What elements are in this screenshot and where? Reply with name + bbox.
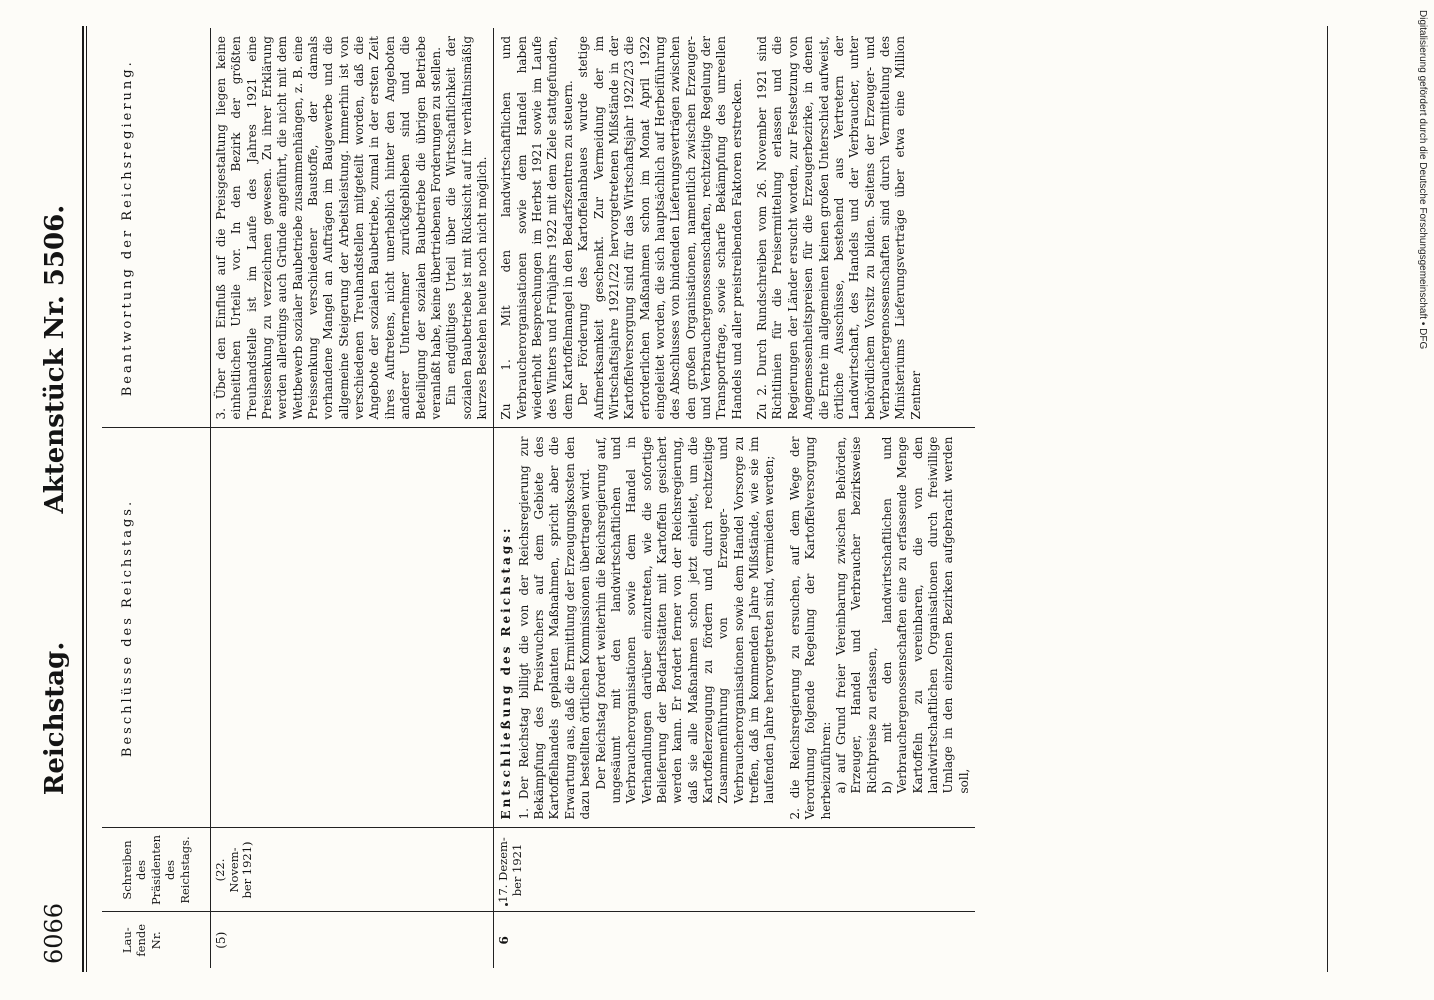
- answer-paragraph: Ein endgültiges Urteil über die Wirtschaftlichkeit der sozialen Baubetriebe ist mit Rücksicht auf ihr verhältnismäßig kurzes Bestehen heute noch nicht möglich.: [444, 36, 489, 420]
- row-resolution-empty: [210, 428, 493, 828]
- subitem-text: auf Grund freier Vereinbarung zwischen Behörden, Erzeuger, Handel und Verbraucher bezirksweise Richtpreise zu erlassen,: [833, 436, 879, 794]
- bottom-rule: [1327, 26, 1328, 972]
- header-rule-thin: [86, 26, 87, 972]
- row-answer: [494, 28, 975, 428]
- answer-block-2: [755, 36, 924, 420]
- document-table: [102, 28, 975, 968]
- item-paragraph: die Reichsregierung zu ersuchen, auf dem Wege der Verordnung folgende Regelung der Kartoffelversorgung herbeizuführen:: [787, 436, 833, 820]
- header-laufende-nr: Lau- fende Nr.: [102, 912, 210, 968]
- subitem-label: b): [879, 781, 894, 794]
- answer-block-1: [499, 36, 576, 420]
- answer-paragraph: Mit den landwirtschaftlichen und Verbraucherorganisationen sowie dem Handel haben wiederholt Besprechungen im Herbst 1921 sowie im Laufe des Winters und Frühjahrs 1922 mit dem Ziele stattgefunden, dem Kartoffelmangel in den Bedarfszentren zu steuern.: [499, 36, 575, 420]
- row-date: (22. Novem- ber 1921): [210, 828, 493, 912]
- stray-dot: [505, 903, 508, 906]
- row-answer: [210, 28, 493, 428]
- answer-paragraph: Durch Rundschreiben vom 26. November 1921 sind Richtlinien für die Preisermittelung erlassen und die Regierungen der Länder ersucht worden, zur Festsetzung von Angemessenheitspreisen für die Erzeugerbezirke, in denen die Ernte im allgemeinen keinen großen Unterschied aufweist, örtliche Ausschüsse, bestehend aus Vertretern der Landwirtschaft, des Handels und der Verbraucher, unter behördlichem Vorsitz zu bilden. Seitens der Erzeuger- und Verbrauchergenossenschaften sind durch Vermittelung des Ministeriums Lieferungsverträge über etwa eine Million Zentner: [755, 36, 923, 420]
- block-label: Zu 1.: [499, 359, 514, 420]
- subitem-b: [880, 437, 972, 820]
- item-label: 2.: [787, 808, 802, 820]
- dfg-note-text: Digitalisierung gefördert durch die Deutsche Forschungsgemeinschaft • DFG: [1417, 10, 1428, 350]
- item-paragraph: Der Reichstag fordert weiterhin die Reichsregierung auf, ungesäumt mit den landwirtschaftlichen und Verbraucherorganisationen sowie dem Handel in Verhandlungen darüber einzutreten, wie die sofortige Belieferung der Bedarfsstätten mit Kartoffeln gesichert werden kann. Er fordert ferner von der Reichsregierung, daß sie alle Maßnahmen schon jetzt einleitet, um die Kartoffelerzeugung zu fördern und durch rechtzeitige Zusammenführung von Erzeuger- und Verbraucherorganisationen sowie dem Handel Vorsorge zu treffen, daß im kommenden Jahre Mißstände, wie sie im laufenden Jahre hervorgetreten sind, vermieden werden;: [593, 436, 777, 804]
- item-label: 1.: [516, 808, 531, 820]
- row-date: 17. Dezem- ber 1921: [494, 828, 975, 912]
- page-title: [40, 0, 70, 1000]
- block-label: Zu 2.: [755, 384, 770, 420]
- dfg-margin-note: [1412, 10, 1432, 990]
- resolution-item-2: [788, 437, 834, 820]
- header-rule-thick: [82, 26, 84, 972]
- answer-paragraph: 3. Über den Einfluß auf die Preisgestaltung liegen keine einheitlichen Urteile vor. In den Bezirk der größten Treuhandstelle ist im Laufe des Jahres 1921 eine Preissenkung zu verzeichnen gewesen. Zu ihrer Erklärung werden allerdings auch Gründe angeführt, die nicht mit dem Wettbewerb sozialer Baubetriebe zusammenhängen, z. B. eine Preissenkung verschiedener Baustoffe, der damals vorhandene Mangel an Aufträgen im Baugewerbe und die allgemeine Steigerung der Arbeitsleistung. Immerhin ist von verschiedenen Treuhandstellen mitgeteilt worden, daß die Angebote der sozialen Baubetriebe, zumal in der ersten Zeit ihres Auftretens, nicht unerheblich hinter den Angeboten anderer Unternehmer zurückgeblieben sind und die Beteiligung der sozialen Baubetriebe die übrigen Betriebe veranlaßt habe, keine übertriebenen Forderungen zu stellen.: [213, 36, 443, 420]
- header-beschluesse: Beschlüsse des Reichstags.: [102, 428, 210, 828]
- subitem-label: a): [833, 781, 848, 794]
- resolution-item-1: [517, 437, 594, 820]
- title-reichstag: Reichstag.: [40, 641, 70, 796]
- subitem-a: [834, 437, 880, 820]
- subitem-text: mit den landwirtschaftlichen und Verbrauchergenossenschaften eine zu erfassende Menge Kartoffeln zu vereinbaren, die von den landwirtschaftlichen Organisationen durch freiwillige Umlage in den einzelnen Bezirken aufgebracht werden soll,: [879, 436, 971, 794]
- title-aktenstueck: Aktenstück Nr. 5506.: [40, 204, 70, 514]
- table-row-6: [494, 28, 975, 968]
- resolution-heading: Entschließung des Reichstags:: [499, 525, 514, 820]
- item-paragraph: Der Reichstag billigt die von der Reichsregierung zur Bekämpfung des Preiswuchers auf dem Gebiete des Kartoffelhandels geplanten Maßnahmen, spricht aber die Erwartung aus, daß die Ermittlung der Erzeugungskosten den dazu bestellten örtlichen Kommissionen übertragen wird.: [516, 436, 593, 820]
- header-schreiben: Schreiben des Präsidenten des Reichstags.: [102, 828, 210, 912]
- row-resolution: [494, 428, 975, 828]
- table-header-row: [102, 28, 210, 968]
- page-number: 6066: [40, 902, 68, 964]
- row-number: 6: [494, 912, 975, 968]
- answer-paragraph: Der Förderung des Kartoffelanbaues wurde stetige Aufmerksamkeit geschenkt. Zur Vermeidung der im Wirtschaftsjahre 1921/22 hervorgetretenen Mißstände in der Kartoffelversorgung sind für das Wirtschaftsjahr 1922/23 die erforderlichen Maßnahmen schon im Monat April 1922 eingeleitet worden, die sich hauptsächlich auf Herbeiführung des Abschlusses von bindenden Lieferungsverträgen zwischen den großen Organisationen, namentlich zwischen Erzeuger- und Verbrauchergenossenschaften, rechtzeitige Regelung der Transportfrage, sowie scharfe Bekämpfung des unreellen Handels und aller preistreibenden Faktoren erstrecken.: [576, 36, 744, 420]
- row-number: (5): [213, 931, 228, 949]
- header-beantwortung: Beantwortung der Reichsregierung.: [102, 28, 210, 428]
- table-row-5: [210, 28, 493, 968]
